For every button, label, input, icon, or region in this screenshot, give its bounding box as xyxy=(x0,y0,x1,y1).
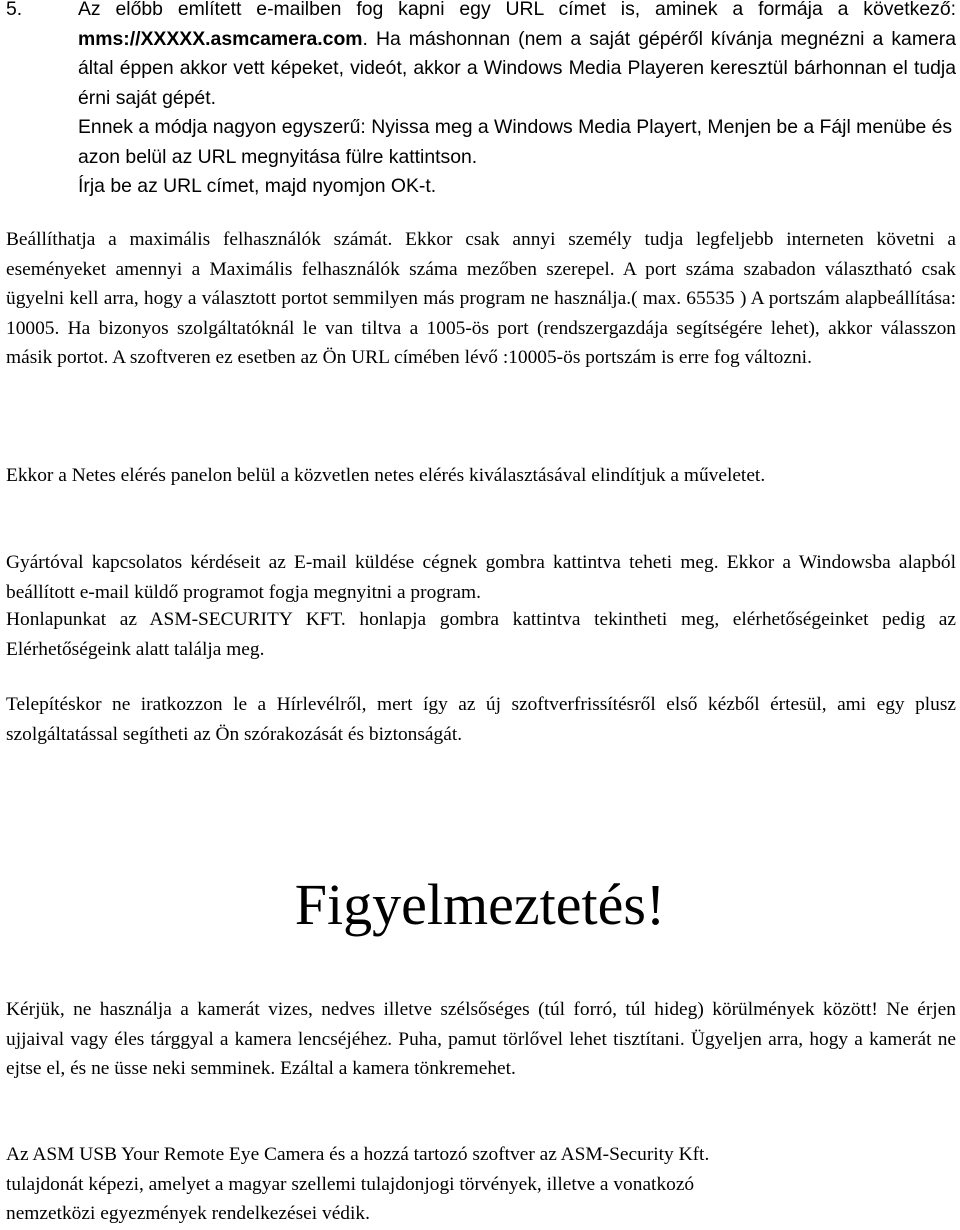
url-intro-paragraph xyxy=(78,0,956,113)
url-intro-text: Az előbb említett e-mailben fog kapni egy URL címet is, aminek a formája a következő: xyxy=(78,0,956,20)
list-item-5 xyxy=(6,0,956,202)
net-access-paragraph: Ekkor a Netes elérés panelon belül a közvetlen netes elérés kiválasztásával elindítjuk a műveletet. xyxy=(6,465,766,486)
wmp-instructions-paragraph: Ennek a módja nagyon egyszerű: Nyissa meg a Windows Media Playert, Menjen be a Fájl menübe és azon belül az URL megnyitása fülre kattintson. xyxy=(78,116,953,168)
contact-paragraph: Gyártóval kapcsolatos kérdéseit az E-mail küldése cégnek gombra kattintva teheti meg. Ekkor a Windowsba alapból beállított e-mail küldő programot fogja megnyitni a program. xyxy=(6,552,956,603)
copyright-line: tulajdonát képezi, amelyet a magyar szellemi tulajdonjogi törvények, illetve a vonatkozó xyxy=(6,1173,695,1195)
list-item-body xyxy=(78,0,956,202)
url-example: mms://XXXXX.asmcamera.com xyxy=(78,27,363,50)
warning-heading: Figyelmeztetés! xyxy=(294,872,666,937)
copyright-line: nemzetközi egyezmények rendelkezései védik. xyxy=(6,1203,370,1224)
max-users-paragraph: Beállíthatja a maximális felhasználók számát. Ekkor csak annyi személy tudja legfeljebb interneten követni a eseményeket amennyi a Maximális felhasználók száma mezőben szerepel. A port száma szabadon választható csak ügyelni kell arra, hogy a választott portot semmilyen más program ne használja.( max. 65535 ) A portszám alapbeállítása: 10005. Ha bizonyos szolgáltatóknál le van tiltva a 1005-ös port (rendszergazdája segítségére lehet), akkor válasszon másik portot. A szoftveren ez esetben az Ön URL címében lévő :10005-ös portszám is erre fog változni. xyxy=(6,229,956,368)
list-number: 5. xyxy=(6,0,23,20)
newsletter-paragraph: Telepítéskor ne iratkozzon le a Hírlevélről, mert így az új szoftverfrissítésről első kézből értesül, ami egy plusz szolgáltatással segítheti az Ön szórakozását és biztonságát. xyxy=(6,694,956,745)
enter-url-paragraph: Írja be az URL címet, majd nyomjon OK-t. xyxy=(78,175,437,197)
homepage-paragraph: Honlapunkat az ASM-SECURITY KFT. honlapja gombra kattintva tekintheti meg, elérhetőségeinket pedig az Elérhetőségeink alatt találja meg. xyxy=(6,609,956,660)
copyright-paragraph xyxy=(6,1140,956,1229)
copyright-line: Az ASM USB Your Remote Eye Camera és a hozzá tartozó szoftver az ASM-Security Kft. xyxy=(6,1144,710,1165)
url-intro-text-cont: . Ha máshonnan (nem a saját gépéről kívánja megnézni a kamera által éppen akkor vett képeket, videót, akkor a Windows Media Playeren keresztül bárhonnan el tudja érni saját gépét. xyxy=(78,27,956,109)
warning-paragraph: Kérjük, ne használja a kamerát vizes, nedves illetve szélsőséges (túl forró, túl hideg) körülmények között! Ne érjen ujjaival vagy éles tárggyal a kamera lencséjéhez. Puha, pamut törlővel lehet tisztítani. Ügyeljen arra, hogy a kamerát ne ejtse el, és ne üsse neki semminek. Ezáltal a kamera tönkremehet. xyxy=(6,999,956,1079)
